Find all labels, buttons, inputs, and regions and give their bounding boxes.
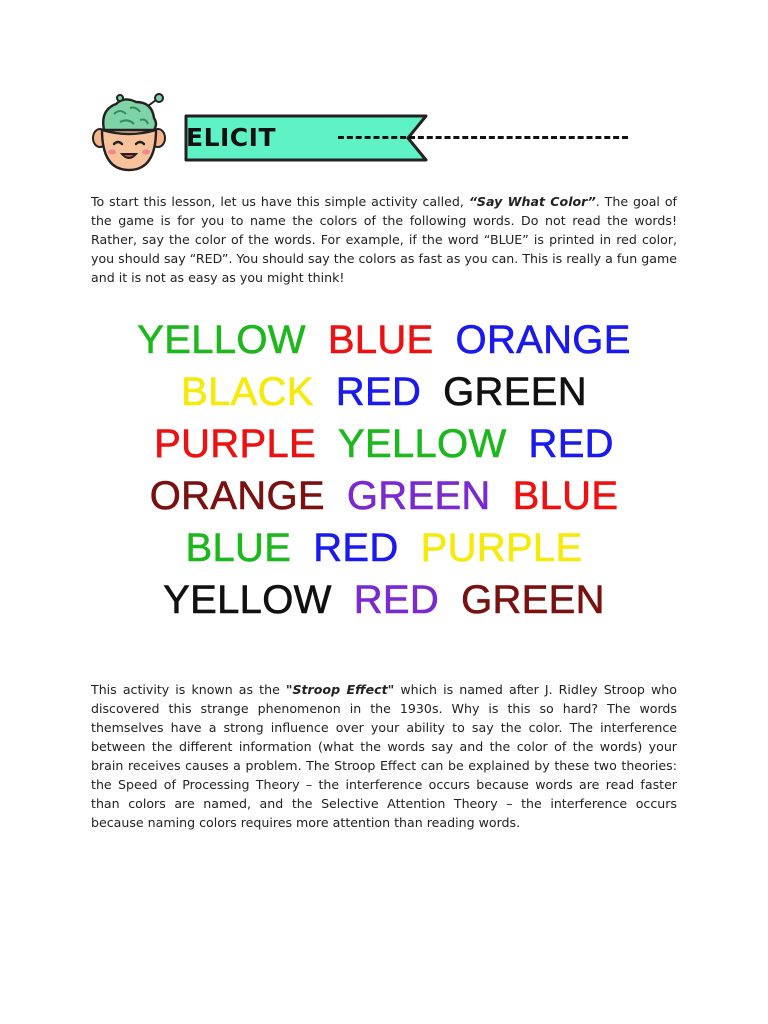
color-word: BLACK: [181, 370, 314, 414]
color-word: ORANGE: [149, 474, 325, 518]
color-word: BLUE: [327, 318, 434, 362]
word-row: [84, 366, 684, 418]
explanation-text-rest: which is named after J. Ridley Stroop who discovered this strange phenomenon in the 1930s. Why is this so hard? The words themselves have a strong influence over your ability to say the color. The interference between the different information (what the words say and the color of the words) your brain receives causes a problem. The Stroop Effect can be explained by these two theories: the Speed of Processing Theory – the interference occurs because words are read faster than colors are named, and the Selective Attention Theory – the interference occurs because naming colors requires more attention than reading words.: [91, 682, 677, 830]
explanation-text-start: This activity is known as the: [91, 682, 286, 697]
word-row: [84, 314, 684, 366]
word-row: [84, 574, 684, 626]
intro-text-start: To start this lesson, let us have this simple activity called,: [91, 194, 469, 209]
color-word: RED: [335, 370, 422, 414]
color-word: GREEN: [461, 578, 605, 622]
color-word: GREEN: [443, 370, 587, 414]
section-header: [90, 92, 650, 182]
color-word: GREEN: [346, 474, 491, 518]
effect-name: "Stroop Effect": [285, 682, 395, 697]
color-word: YELLOW: [337, 422, 507, 466]
word-row: [84, 522, 684, 574]
color-word: PURPLE: [420, 526, 583, 570]
color-word: RED: [313, 526, 399, 570]
color-word: PURPLE: [154, 422, 316, 466]
color-word: ORANGE: [455, 318, 631, 362]
stroop-word-grid: [84, 314, 684, 626]
color-word: YELLOW: [137, 318, 306, 362]
color-word: BLUE: [512, 474, 619, 518]
word-row: [84, 470, 684, 522]
section-title: ELICIT: [186, 123, 277, 152]
color-word: BLUE: [185, 526, 292, 570]
word-row: [84, 418, 684, 470]
explanation-paragraph: [91, 680, 677, 832]
intro-text-rest: . The goal of the game is for you to name the colors of the following words. Do not read the words! Rather, say the color of the words. For example, if the word “BLUE” is printed in red color, you should say “RED”. You should say the colors as fast as you can. This is really a fun game and it is not as easy as you might think!: [91, 194, 677, 285]
color-word: RED: [528, 422, 614, 466]
color-word: YELLOW: [163, 578, 332, 622]
dashed-divider: [338, 136, 628, 139]
activity-name: “Say What Color”: [468, 194, 596, 209]
color-word: RED: [353, 578, 440, 622]
intro-paragraph: [91, 192, 677, 287]
